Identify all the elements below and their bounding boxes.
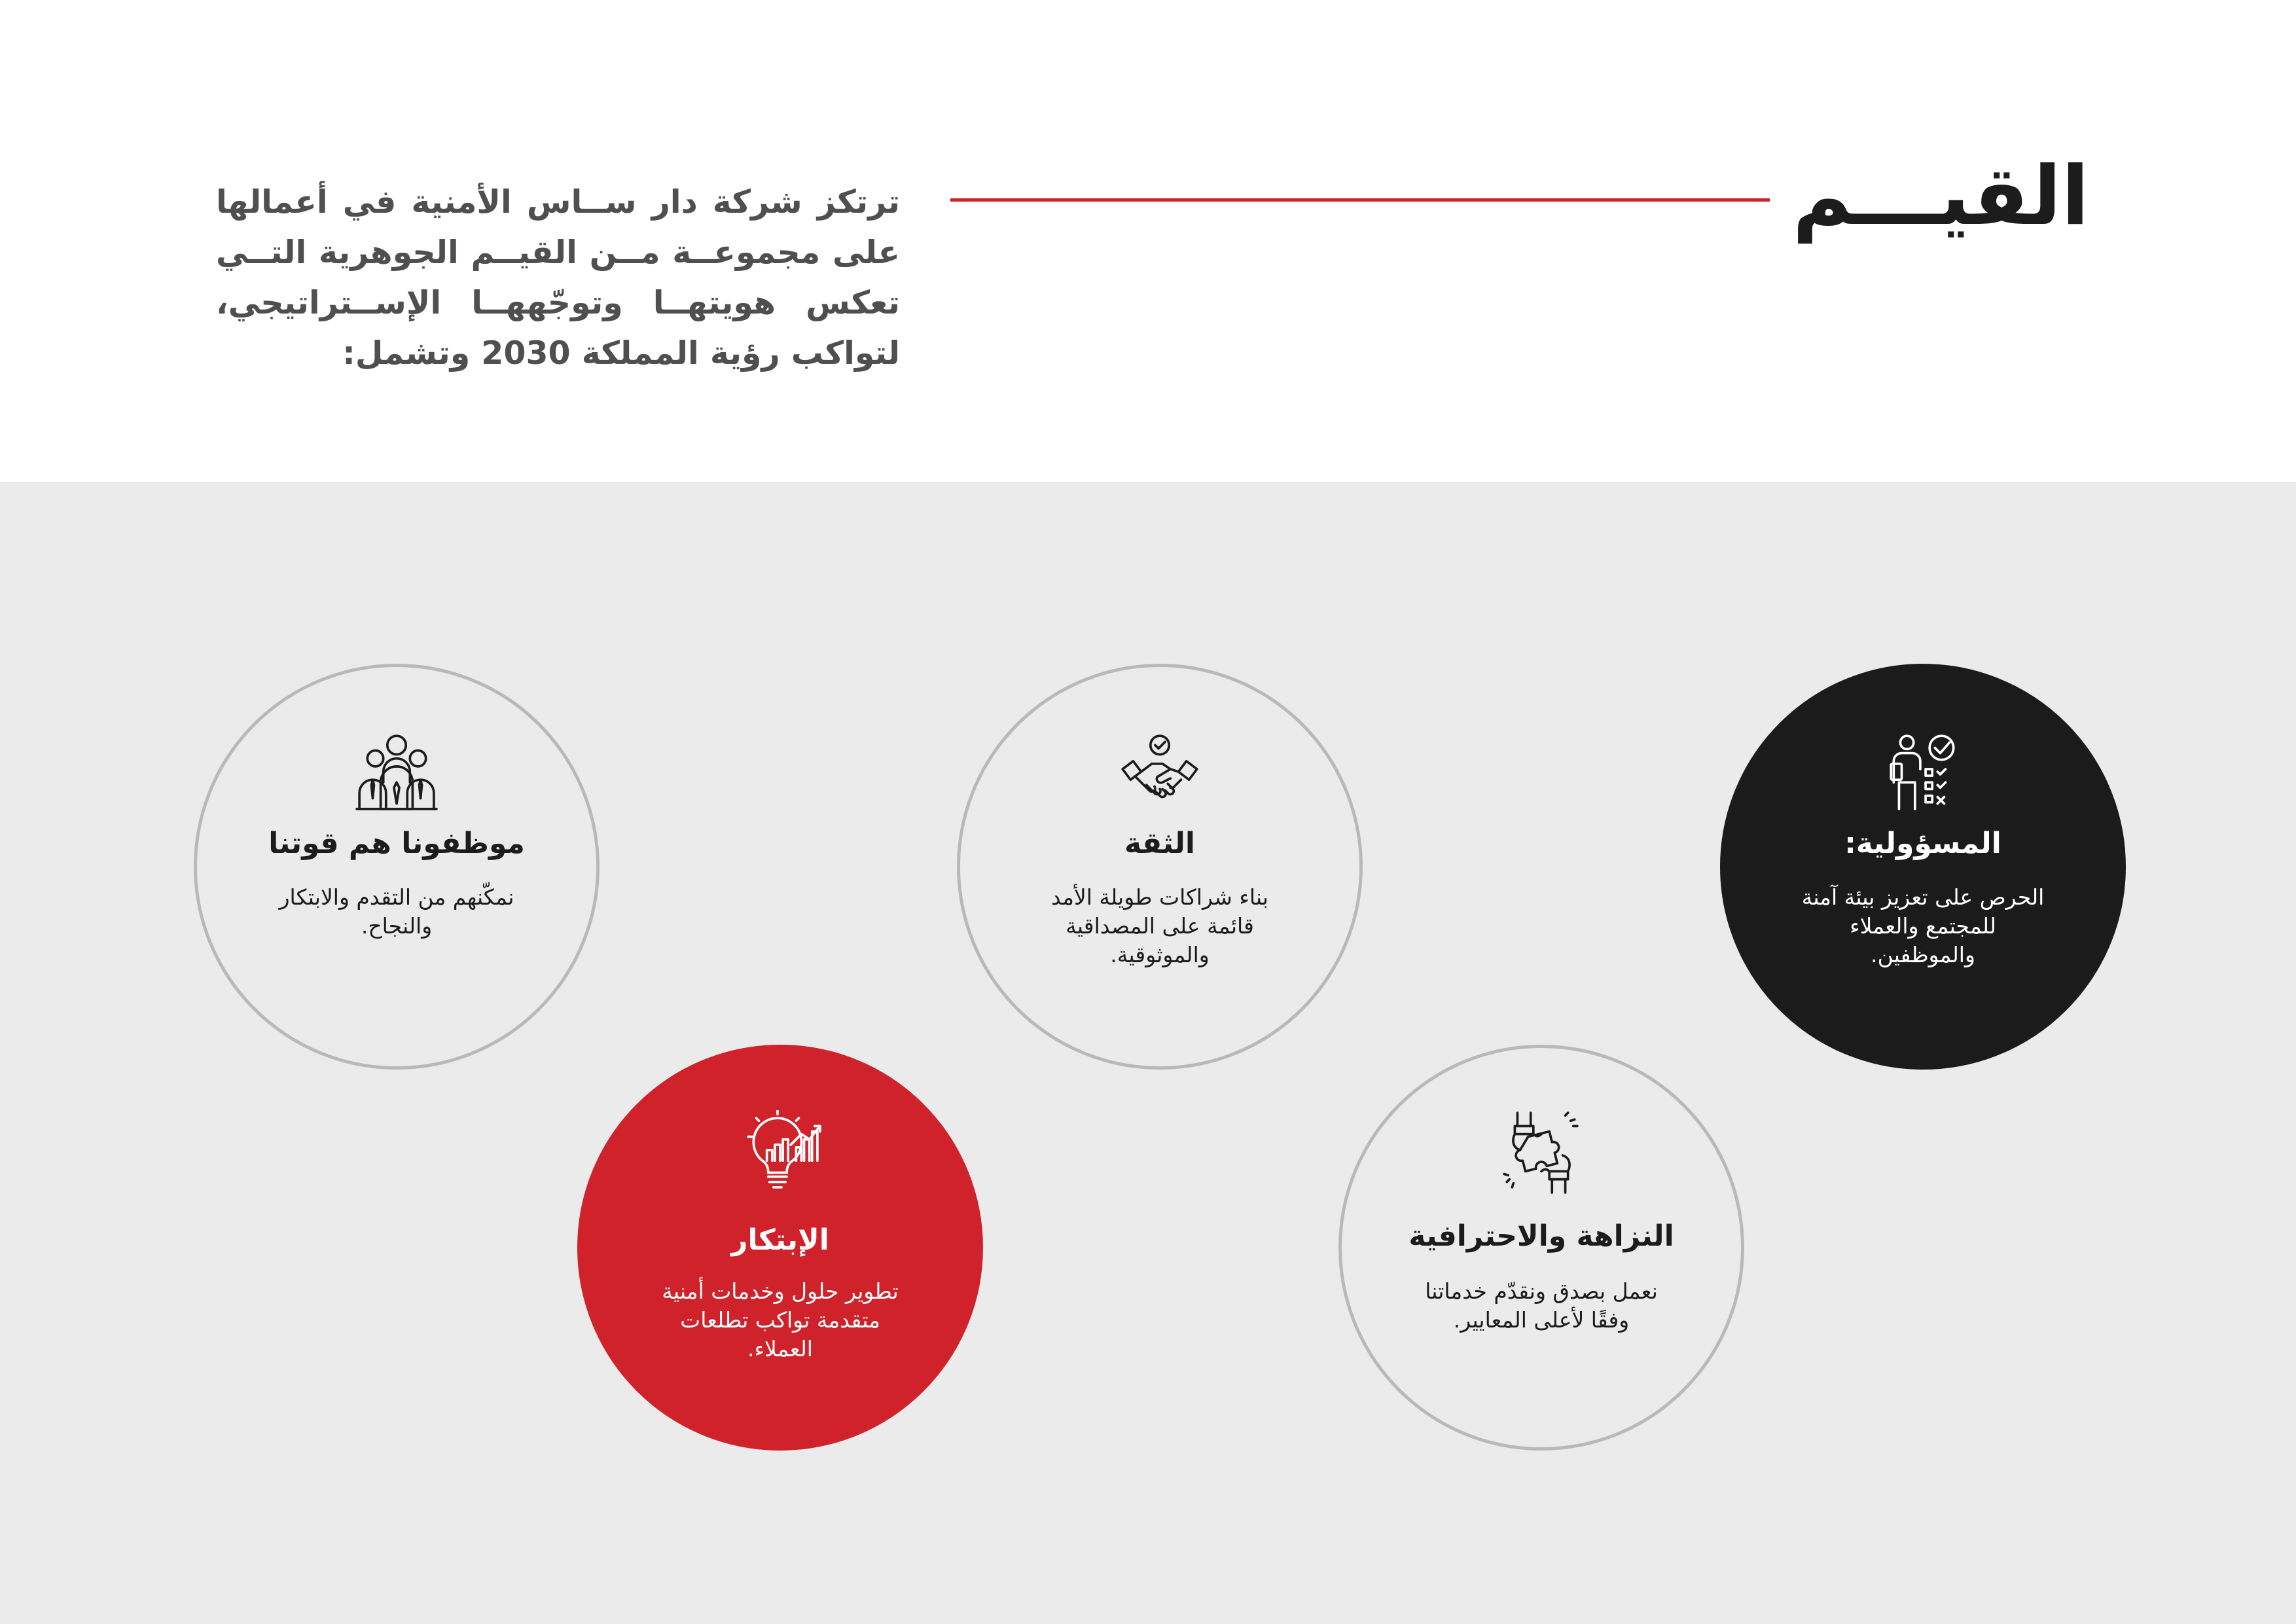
header-section	[0, 0, 2296, 482]
value-title: الثقة	[1124, 827, 1195, 860]
values-section	[0, 482, 2296, 1624]
value-description: نعمل بصدق ونقدّم خدماتنا وفقًا لأعلى المعايير.	[1425, 1278, 1658, 1333]
handshake-icon	[1117, 729, 1202, 814]
value-card-employees	[194, 664, 600, 1070]
page-title: القيـــم	[1792, 149, 2089, 244]
value-title: النزاهة والاحترافية	[1408, 1219, 1674, 1253]
value-description: نمكّنهم من التقدم والابتكار والنجاح.	[279, 884, 514, 939]
value-card-trust	[957, 664, 1363, 1070]
value-title: الإبتكار	[731, 1223, 829, 1257]
intro-paragraph: ترتكز شركة دار ســاس الأمنية في أعمالها على مجموعــة مــن القيــم الجوهرية التــي تعكس هويتهــا وتوجّههــا الإســتراتيجي، لتواكب رؤية المملكة 2030 وتشمل:	[216, 183, 900, 372]
value-description: تطوير حلول وخدمات أمنية متقدمة تواكب تطلعات العملاء.	[662, 1278, 899, 1362]
value-description: الحرص على تعزيز بيئة آمنة للمجتمع والعملاء والموظفين.	[1801, 884, 2045, 967]
title-divider	[950, 198, 1770, 202]
team-icon	[354, 729, 439, 814]
value-card-innovation	[577, 1045, 983, 1451]
person-checklist-icon	[1880, 729, 1965, 814]
value-card-responsibility	[1720, 664, 2126, 1070]
value-title: موظفونا هم قوتنا	[268, 827, 525, 860]
lightbulb-growth-icon	[738, 1110, 823, 1195]
value-card-integrity	[1338, 1045, 1744, 1451]
value-title: المسؤولية:	[1844, 827, 2001, 860]
puzzle-hands-icon	[1499, 1110, 1584, 1195]
value-description: بناء شراكات طويلة الأمد قائمة على المصداقية والموثوقية.	[1050, 884, 1269, 967]
